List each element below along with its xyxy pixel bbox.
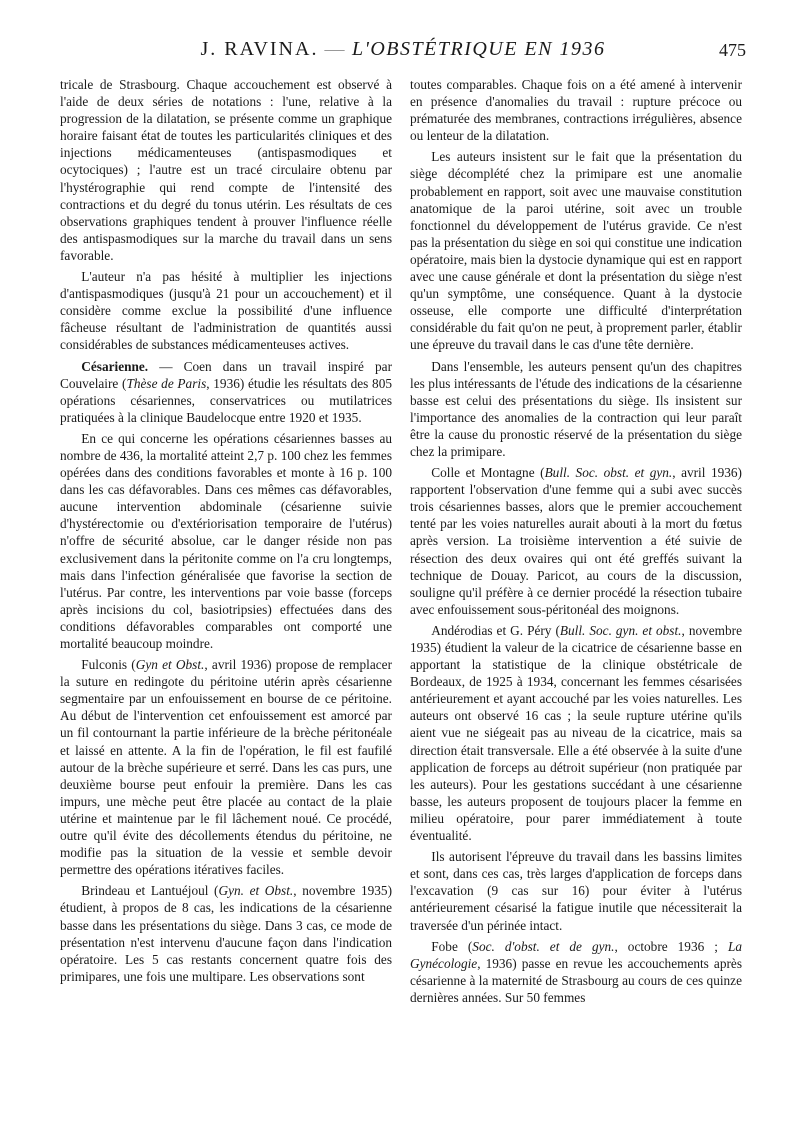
paragraph-text: , 1936) passe en revue les accouchements après césarienne à la maternité de Strasbourg au cours de ces quinze dernières années. Sur 50 femmes [410, 955, 742, 1005]
paragraph: Les auteurs insistent sur le fait que la présentation du siège décomplété chez la primipare est une anomalie probablement en rapport, soit avec une mauvaise constitution anatomique de la paroi utérine, soit avec un trouble fonctionnel du développement de l'utérus gravide. Ce n'est pas la présentation du siège en soi qui constitue une indication opératoire, mais bien la dystocie dynamique qui est en rapport avec une cause générale et dont la présentation du siège n'est qu'un symptôme, une conséquence. Quant à la dystocie osseuse, elle comporte une difficulté d'interprétation considérable du fait qu'on ne peut, à proprement parler, établir une épreuve du travail dans le cas d'une tête dernière. [410, 149, 742, 353]
paragraph: En ce qui concerne les opérations césariennes basses au nombre de 436, la mortalité atteint 2,7 p. 100 chez les femmes opérées dans des conditions favorables et monte à 16 p. 100 dans les cas défavorables. Dans ces mêmes cas défavorables, aucune intervention abdominale (césarienne suivie d'hystérectomie ou d'extériorisation temporaire de l'utérus) n'offre de sécurité absolue, car le danger réside non pas exclusivement dans la péritonite comme on l'a cru longtemps, mais dans l'infection généralisée que favorise la section de l'utérus. Par contre, les interventions par voie basse (forceps après incisions du col, basiotripsies) effectuées dans des conditions défavorables comparables ont comporté une mortalité beaucoup moindre. [60, 430, 392, 651]
citation-title: Gyn. et Obst. [218, 883, 294, 899]
paragraph-text: , avril 1936) rapportent l'observation d'une femme qui a subi avec succès trois césariennes basses, alors que le premier accouchement tenté par les voies naturelles aurait abouti à la mort du fœtus après version. La troisième intervention a été suivie de résection des deux ovaires qui ont été greffés suivant la technique de Douay. Paricot, au cours de la discussion, souligne qu'il préfère à ce dernier procédé la résection tubaire avec enfouissement sous-péritonéal des moignons. [410, 465, 742, 617]
page-number: 475 [719, 40, 746, 60]
paragraph-text: , octobre 1936 ; [614, 938, 728, 954]
citation-title: Soc. d'obst. et de gyn. [472, 938, 615, 954]
paragraph-text: Fulconis ( [81, 657, 136, 673]
paragraph-text: , avril 1936) propose de remplacer la suture en redingote du péritoine utérin après césarienne segmentaire par un enfouissement en bourse de ce péritoine. Au début de l'intervention cet enfouissement est amorcé par un fil contournant la partie inférieure de la brèche péritonéale et laissé en attente. A la fin de l'opération, le fil est faufilé autour de la brèche supérieure et serré. Dans les cas purs, une deuxième bourse peut enfouir la première. Dans les cas impurs, une mèche peut être placée au contact de la plaie utérine et maintenue par le fil lâchement noué. Ce procédé, outre qu'il évite des décollements étendus du péritoine, ne modifie pas la situation de la vessie et semble devoir permettre des opérations itératives faciles. [60, 657, 392, 878]
citation-title: Gyn et Obst. [135, 657, 205, 673]
paragraph [410, 938, 742, 1006]
paragraph: Dans l'ensemble, les auteurs pensent qu'un des chapitres les plus intéressants de l'étude des indications de la césarienne basse est celui des présentations du siège. Ils insistent sur l'importance des anomalies de la contraction qui leur paraît être la cause du pronostic réservé de la présentation du siège chez la primipare. [410, 358, 742, 459]
citation-title: Bull. Soc. gyn. et obst. [559, 622, 682, 638]
paragraph [60, 882, 392, 985]
citation-title: Thèse de Paris [126, 375, 207, 391]
paragraph [410, 464, 742, 618]
paragraph: L'auteur n'a pas hésité à multiplier les injections d'antispasmodiques (jusqu'à 21 pour un accouchement) et il considère comme exclue la possibilité d'une influence fâcheuse résultant de l'administration de quantités aussi considérables de substances médicamenteuses actives. [60, 269, 392, 353]
citation-title: La Gynécologie [410, 938, 742, 971]
paragraph-text: , 1936) étudie les résultats des 805 opérations césariennes, conservatrices ou mutilatrices pratiquées à la clinique Baudelocque entre 1920 et 1935. [60, 375, 392, 425]
paragraph-text: Colle et Montagne ( [431, 465, 545, 481]
paragraph-text: — Coen dans un travail inspiré par Couvelaire ( [60, 358, 392, 391]
paragraph-text: , novembre 1935) étudient, à propos de 8 cas, les indications de la césarienne basse dans les présentations du siège. Dans 3 cas, ce mode de présentation n'est intervenu d'aucune façon dans l'indication opératoire. Les 5 cas restants concernent quatre fois des primipares, une fois une multipare. Les observations sont [60, 883, 392, 984]
title-separator: — [324, 38, 346, 60]
paragraph-text: Brindeau et Lantuéjoul ( [81, 883, 219, 899]
running-title [60, 38, 746, 61]
paragraph: Ils autorisent l'épreuve du travail dans les bassins limites et sont, dans ces cas, très larges d'application de forceps dans l'excavation (9 cas sur 16) pour éviter à l'utérus antérieurement césarisé la fatigue inutile que nécessiterait la traversée d'un périnée intact. [410, 849, 742, 933]
paragraph-text: , novembre 1935) étudient la valeur de la cicatrice de césarienne basse en apportant la statistique de la clinique obstétricale de Bordeaux, de 1925 à 1934, concernant les femmes césarisées antérieurement et ayant accouché par les voies naturelles. Les auteurs ont observé 16 cas ; la seule rupture utérine qu'ils aient vue ne siégeait pas au niveau de la cicatrice, mais sa direction était transversale. Elle a été observée à la suite d'une application de forceps au détroit supérieur (non pratiquée par les auteurs). Pour les gestations succédant à une césarienne basse, les auteurs proposent de toujours placer la femme en milieu opératoire, pour parer immédiatement à toute éventualité. [410, 622, 742, 844]
paragraph-text: Andérodias et G. Péry ( [431, 622, 560, 638]
section-heading: Césarienne. [81, 358, 149, 374]
paragraph-text: Fobe ( [431, 938, 473, 954]
paragraph [60, 358, 392, 426]
article-title: L'OBSTÉTRIQUE EN 1936 [351, 38, 606, 60]
right-column [410, 76, 742, 1006]
paragraph [60, 656, 392, 878]
author-name: J. RAVINA. [200, 38, 319, 60]
paragraph [410, 622, 742, 844]
paragraph: tricale de Strasbourg. Chaque accouchement est observé à l'aide de deux séries de notations : l'une, relative à la progression de la dilatation, se présente comme un graphique horaire faisant état de toutes les particularités cliniques et des injections médicamenteuses (antispasmodiques et ocytociques) ; l'autre est un tracé circulaire obtenu par l'hystérographie qui rend compte de l'intensité des contractions et du degré du tonus utérin. Les résultats de ces observations graphiques tendent à prouver l'influence réelle des antispasmodiques sur la marche du travail dans un sens favorable. [60, 77, 392, 263]
left-column [60, 76, 392, 985]
page-header [60, 38, 746, 72]
citation-title: Bull. Soc. obst. et gyn. [544, 465, 673, 481]
paragraph: toutes comparables. Chaque fois on a été amené à intervenir en présence d'anomalies du travail : rupture précoce ou prématurée des membranes, contractions irrégulières, absence ou lenteur de la dilatation. [410, 77, 742, 144]
